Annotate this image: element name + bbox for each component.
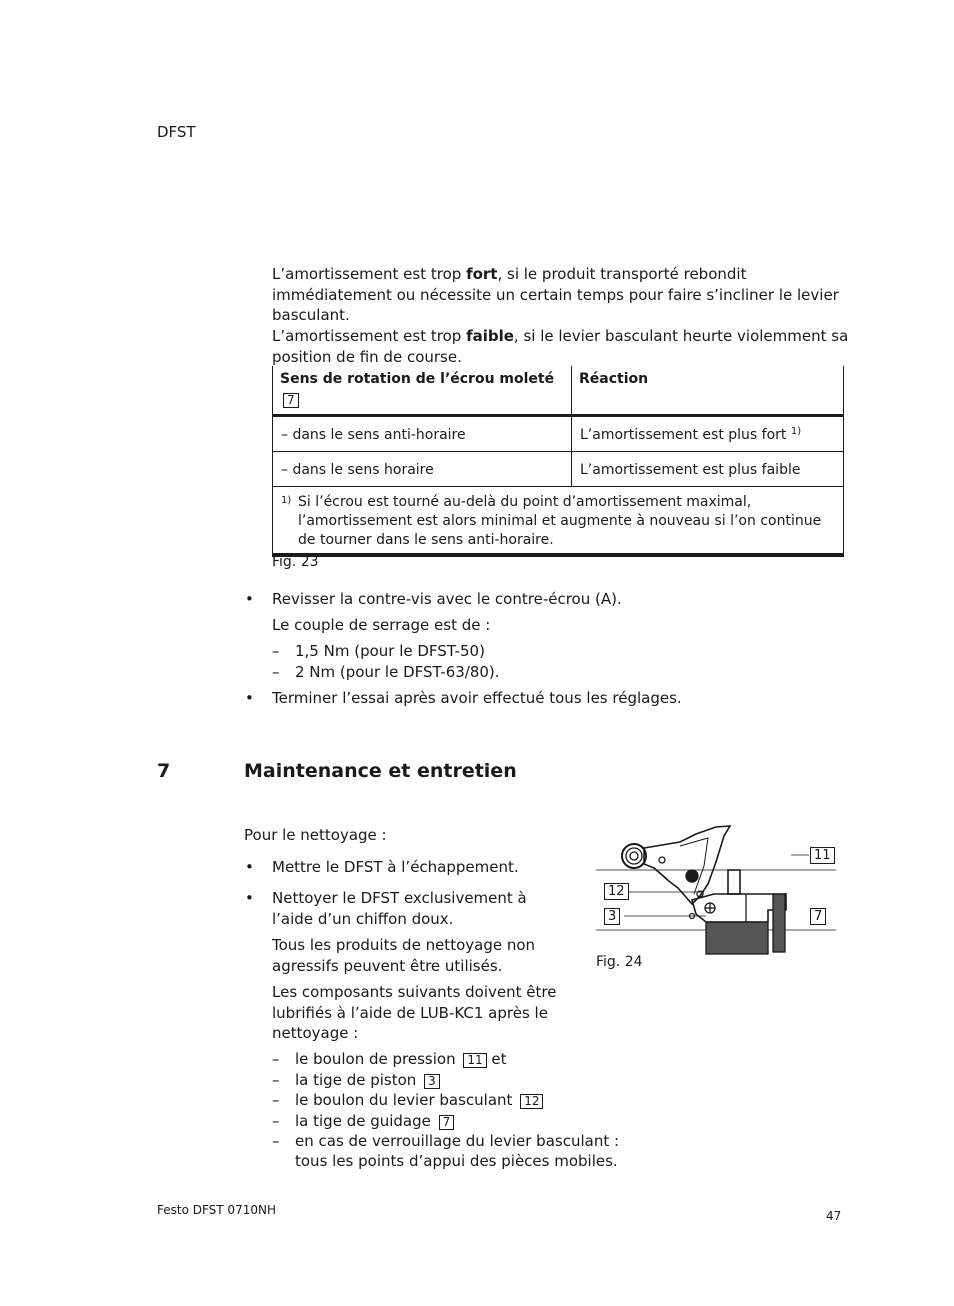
footnote-ref: 1) [790, 426, 802, 437]
item-lever-bolt: le boulon du levier basculant [295, 1091, 513, 1109]
fig-24-drawing [596, 822, 836, 957]
bullet-marker: • [245, 889, 254, 907]
ref-box-11: 11 [463, 1053, 486, 1068]
dash-marker: – [272, 1112, 280, 1130]
row2-reaction: L’amortissement est plus faible [580, 462, 801, 478]
fig24-label-12: 12 [604, 883, 629, 900]
row2-direction: – dans le sens horaire [281, 462, 434, 478]
table-footnote [273, 487, 843, 550]
col1-header: Sens de rotation de l’écrou moleté [280, 371, 555, 387]
fig-24-caption: Fig. 24 [596, 954, 643, 970]
cleaning-agents-note: Tous les produits de nettoyage non agressifs peuvent être utilisés. [272, 936, 536, 975]
running-header: DFST [157, 123, 196, 141]
bullet-marker: • [245, 858, 254, 876]
footnote-text: Si l’écrou est tourné au-delà du point d’amortissement maximal, l’amortissement est alors minimal et augmente à nouveau si l’on continue de tourner dans le sens anti-horaire. [298, 494, 822, 548]
fig-23-caption: Fig. 23 [272, 554, 319, 570]
item-pressure-bolt: le boulon de pression [295, 1050, 456, 1068]
fig24-label-3: 3 [604, 908, 620, 925]
col2-header: Réaction [579, 371, 649, 387]
ref-box-3: 3 [424, 1074, 440, 1089]
dash-marker: – [272, 642, 280, 660]
cleaning-intro: Pour le nettoyage : [244, 826, 387, 844]
damping-table [272, 366, 844, 557]
ref-box-7: 7 [283, 393, 299, 408]
step-retighten: Revisser la contre-vis avec le contre-écrou (A). [272, 590, 622, 608]
page-number: 47 [826, 1209, 842, 1223]
dash-marker: – [272, 1132, 280, 1150]
ref-box-7b: 7 [439, 1115, 455, 1130]
item-piston-rod: la tige de piston [295, 1071, 417, 1089]
dash-marker: – [272, 1071, 280, 1089]
footnote-mark: 1) [281, 495, 292, 506]
step-exhaust: Mettre le DFST à l’échappement. [272, 858, 519, 876]
table-row [273, 452, 844, 487]
table-header-row [273, 366, 844, 416]
intro-text [272, 264, 852, 368]
intro-paragraph-1: L’amortissement est trop fort, si le produit transporté rebondit immédiatement ou nécessite un certain temps pour faire s’incliner le levier basculant. [272, 265, 839, 325]
row1-direction: – dans le sens anti-horaire [281, 427, 466, 443]
bullet-marker: • [245, 590, 254, 608]
intro-paragraph-2: L’amortissement est trop faible, si le levier basculant heurte violemment sa position de fin de course. [272, 327, 849, 366]
dash-marker: – [272, 663, 280, 681]
item-suffix: et [486, 1050, 507, 1068]
footer-doc-id: Festo DFST 0710NH [157, 1203, 276, 1217]
table-footnote-row [273, 487, 844, 556]
section-title: Maintenance et entretien [244, 760, 517, 782]
bullet-marker: • [245, 689, 254, 707]
torque-63-80: 2 Nm (pour le DFST-63/80). [295, 663, 500, 681]
torque-50: 1,5 Nm (pour le DFST-50) [295, 642, 485, 660]
item-guide-rod: la tige de guidage [295, 1112, 431, 1130]
item-lock-case: en cas de verrouillage du levier basculant : [295, 1132, 620, 1150]
step-clean: Nettoyer le DFST exclusivement à l’aide d’un chiffon doux. [272, 889, 527, 928]
lubrication-note: Les composants suivants doivent être lubrifiés à l’aide de LUB-KC1 après le nettoyage : [272, 983, 557, 1043]
fig24-label-11: 11 [810, 847, 835, 864]
dash-marker: – [272, 1050, 280, 1068]
torque-intro: Le couple de serrage est de : [272, 616, 491, 634]
step-finish: Terminer l’essai après avoir effectué tous les réglages. [272, 689, 682, 707]
section-number: 7 [157, 760, 171, 782]
ref-box-12: 12 [520, 1094, 543, 1109]
row1-reaction: L’amortissement est plus fort [580, 427, 787, 443]
table-row [273, 416, 844, 452]
item-lock-case-cont: tous les points d’appui des pièces mobiles. [295, 1152, 618, 1170]
dash-marker: – [272, 1091, 280, 1109]
fig24-label-7: 7 [810, 908, 826, 925]
